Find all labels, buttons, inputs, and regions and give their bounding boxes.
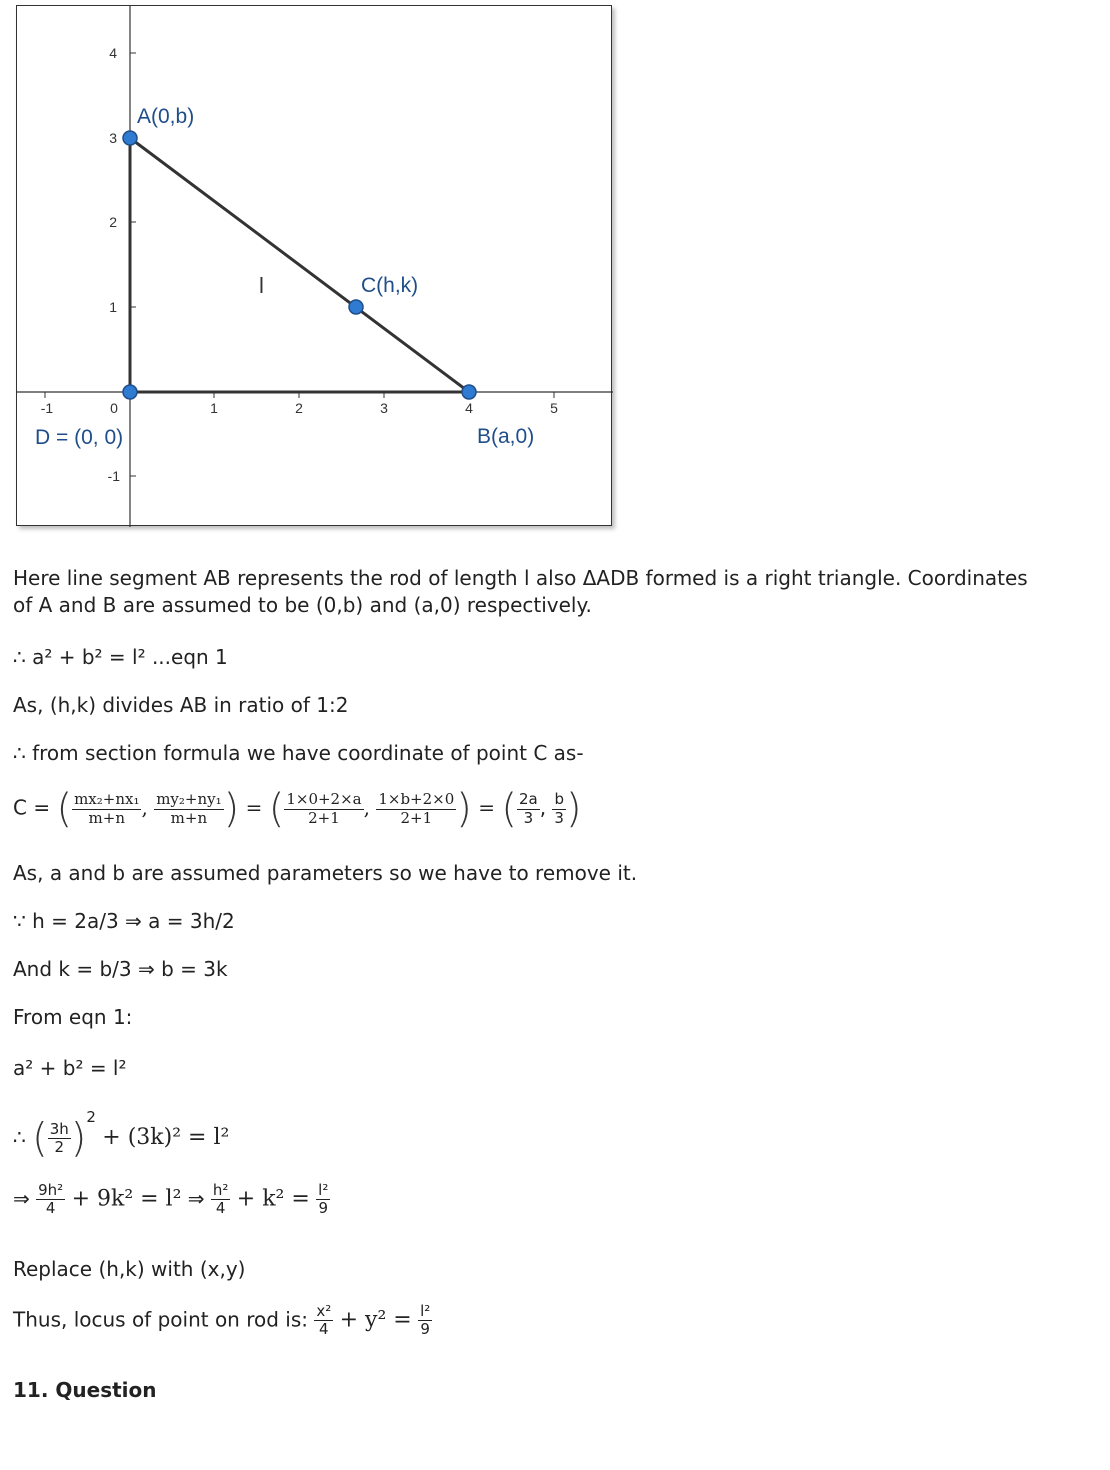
fraction: $\frac{b}{3}$ bbox=[554, 790, 564, 827]
section-formula-intro: ∴ from section formula we have coordinate of point C as- bbox=[13, 741, 584, 765]
paragraph-line: Here line segment AB represents the rod of length l also ΔADB formed is a right triangle. Coordinates bbox=[13, 566, 1028, 590]
label-B: B(a,0) bbox=[477, 425, 535, 448]
label-rod-length: l bbox=[259, 273, 264, 298]
x-tick-label: 4 bbox=[465, 400, 473, 416]
fraction: $\frac{\text{l²}}{9}$ bbox=[420, 1302, 431, 1339]
coordinate-graph bbox=[16, 5, 612, 526]
locus-equation: Thus, locus of point on rod is: $\frac{\text{x²}}{4}$ + y² = $\frac{\text{l²}}{9}$ bbox=[13, 1302, 431, 1339]
x-tick-label: -1 bbox=[40, 400, 54, 416]
fraction: $\frac{\text{9h²}}{4}$ bbox=[38, 1181, 64, 1218]
graph-canvas bbox=[17, 6, 613, 527]
y-tick-label: -1 bbox=[107, 468, 120, 484]
label-C: C(h,k) bbox=[361, 274, 419, 297]
x-tick-label: 5 bbox=[550, 400, 558, 416]
fraction: $\frac{1\times b+2\times 0}{2+1}$ bbox=[378, 790, 455, 827]
label-D: D = (0, 0) bbox=[35, 426, 124, 449]
question-heading: 11. Question bbox=[13, 1378, 157, 1402]
y-tick-label: 1 bbox=[109, 299, 117, 315]
replace-statement: Replace (h,k) with (x,y) bbox=[13, 1257, 246, 1281]
ratio-statement: As, (h,k) divides AB in ratio of 1:2 bbox=[13, 693, 349, 717]
fraction: $\frac{1\times 0+2\times a}{2+1}$ bbox=[286, 790, 362, 827]
fraction: $\frac{\text{x²}}{4}$ bbox=[316, 1302, 332, 1339]
fraction: $\frac{2a}{3}$ bbox=[518, 790, 538, 827]
fraction: $\frac{\text{mx₂+nx₁}}{m+n}$ bbox=[74, 790, 140, 827]
y-tick-label: 2 bbox=[109, 214, 117, 230]
from-eqn-label: From eqn 1: bbox=[13, 1005, 133, 1029]
simplification-equation: ⇒ $\frac{\text{9h²}}{4}$ + 9k² = l² ⇒ $\frac{\text{h²}}{4}$ + k² = $\frac{\text{l²}}{9}$ bbox=[13, 1181, 329, 1218]
x-tick-label: 0 bbox=[110, 400, 118, 416]
h-relation: ∵ h = 2a/3 ⇒ a = 3h/2 bbox=[13, 909, 235, 933]
fraction: $\frac{3h}{2}$ bbox=[49, 1119, 69, 1156]
x-tick-label: 3 bbox=[380, 400, 388, 416]
k-relation: And k = b/3 ⇒ b = 3k bbox=[13, 957, 228, 981]
fraction: $\frac{\text{h²}}{4}$ bbox=[212, 1181, 229, 1218]
fraction: $\frac{\text{my₂+ny₁}}{m+n}$ bbox=[156, 790, 222, 827]
point-C bbox=[349, 300, 363, 314]
label-A: A(0,b) bbox=[137, 105, 195, 128]
y-tick-label: 4 bbox=[109, 45, 117, 61]
fraction: $\frac{\text{l²}}{9}$ bbox=[318, 1181, 329, 1218]
parameters-statement: As, a and b are assumed parameters so we have to remove it. bbox=[13, 861, 638, 885]
x-tick-label: 1 bbox=[210, 400, 218, 416]
section-formula-equation: C = ( $\frac{\text{mx₂+nx₁}}{m+n}$ , $\frac{\text{my₂+ny₁}}{m+n}$ ) = ( $\frac{1\times 0+2\times a}{2+1}$ , $\frac{1\times b+2\times 0}{2+1}$ ) = ( $\frac{2a}{3}$ , $\frac{b}{3}$ ) bbox=[13, 786, 582, 832]
equation-1: ∴ a² + b² = l² ...eqn 1 bbox=[13, 645, 228, 669]
rod-AB bbox=[130, 138, 469, 392]
equation-repeat: a² + b² = l² bbox=[13, 1056, 127, 1080]
x-tick-label: 2 bbox=[295, 400, 303, 416]
point-A bbox=[123, 131, 137, 145]
point-D bbox=[123, 385, 137, 399]
y-tick-label: 3 bbox=[109, 130, 117, 146]
paragraph-line: of A and B are assumed to be (0,b) and (a,0) respectively. bbox=[13, 593, 592, 617]
point-B bbox=[462, 385, 476, 399]
substitution-equation: ∴ ( $\frac{3h}{2}$ )$^2$ + (3k)² = l² bbox=[13, 1108, 230, 1162]
